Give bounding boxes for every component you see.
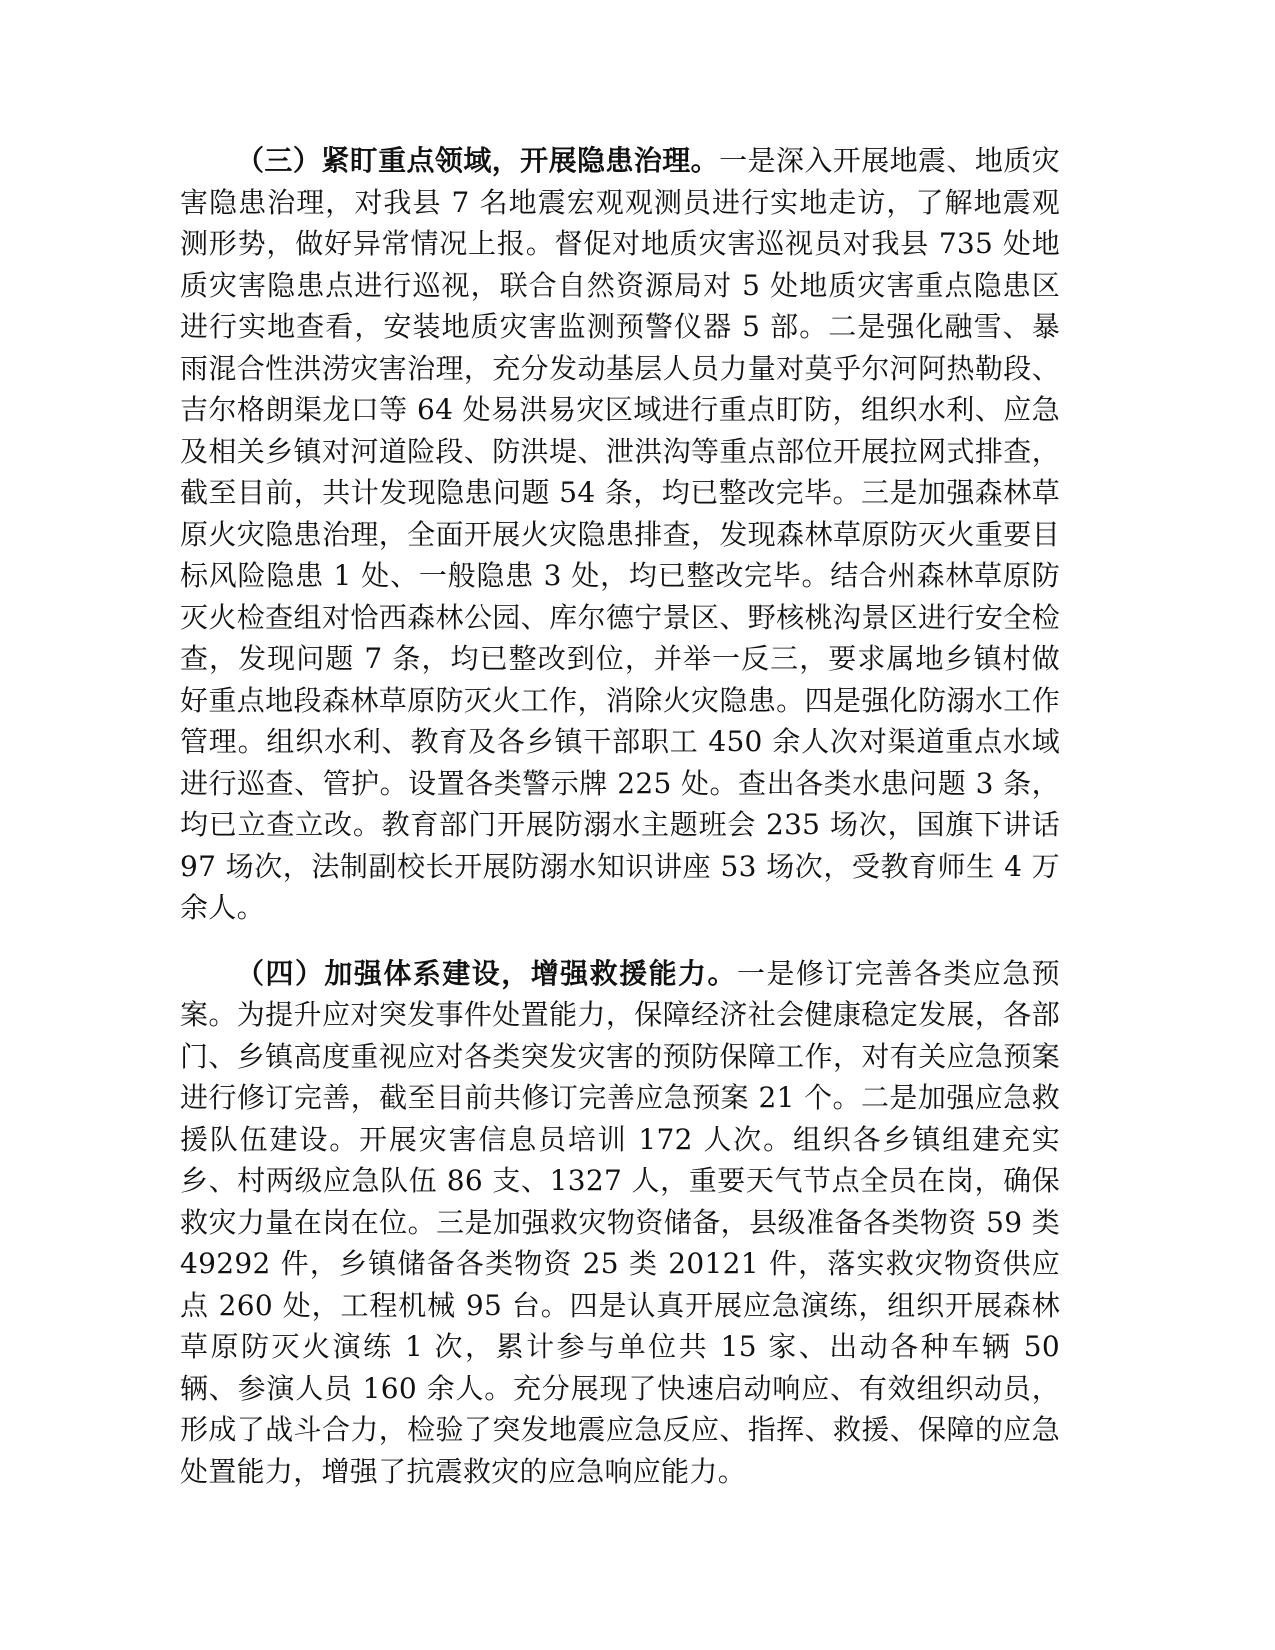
section-four-paragraph: [180, 953, 1060, 1493]
section-three-paragraph: [180, 140, 1060, 929]
document-page: [180, 140, 1060, 1492]
section-four-body: 一是修订完善各类应急预案。为提升应对突发事件处置能力，保障经济社会健康稳定发展，各部门、乡镇高度重视应对各类突发灾害的预防保障工作，对有关应急预案进行修订完善，截至目前共修订完善应急预案 21 个。二是加强应急救援队伍建设。开展灾害信息员培训 172 人次。组织各乡镇组建充实乡、村两级应急队伍 86 支、1327 人，重要天气节点全员在岗，确保救灾力量在岗在位。三是加强救灾物资储备，县级准备各类物资 59 类 49292 件，乡镇储备各类物资 25 类 20121 件，落实救灾物资供应点 260 处，工程机械 95 台。四是认真开展应急演练，组织开展森林草原防灭火演练 1 次，累计参与单位共 15 家、出动各种车辆 50 辆、参演人员 160 余人。充分展现了快速启动响应、有效组织动员，形成了战斗合力，检验了突发地震应急反应、指挥、救援、保障的应急处置能力，增强了抗震救灾的应急响应能力。: [180, 956, 1060, 1488]
section-three-heading: （三）紧盯重点领域，开展隐患治理。: [236, 144, 720, 177]
section-four-heading: （四）加强体系建设，增强救援能力。: [236, 956, 737, 990]
section-three-body: 一是深入开展地震、地质灾害隐患治理，对我县 7 名地震宏观观测员进行实地走访，了解地震观测形势，做好异常情况上报。督促对地质灾害巡视员对我县 735 处地质灾害隐患点进行巡视，联合自然资源局对 5 处地质灾害重点隐患区进行实地查看，安装地质灾害监测预警仪器 5 部。二是强化融雪、暴雨混合性洪涝灾害治理，充分发动基层人员力量对莫乎尔河阿热勒段、吉尔格朗渠龙口等 64 处易洪易灾区域进行重点盯防，组织水利、应急及相关乡镇对河道险段、防洪堤、泄洪沟等重点部位开展拉网式排查，截至目前，共计发现隐患问题 54 条，均已整改完毕。三是加强森林草原火灾隐患治理，全面开展火灾隐患排查，发现森林草原防灭火重要目标风险隐患 1 处、一般隐患 3 处，均已整改完毕。结合州森林草原防灭火检查组对恰西森林公园、库尔德宁景区、野核桃沟景区进行安全检查，发现问题 7 条，均已整改到位，并举一反三，要求属地乡镇村做好重点地段森林草原防灭火工作，消除火灾隐患。四是强化防溺水工作管理。组织水利、教育及各乡镇干部职工 450 余人次对渠道重点水域进行巡查、管护。设置各类警示牌 225 处。查出各类水患问题 3 条，均已立查立改。教育部门开展防溺水主题班会 235 场次，国旗下讲话 97 场次，法制副校长开展防溺水知识讲座 53 场次，受教育师生 4 万余人。: [180, 144, 1060, 924]
